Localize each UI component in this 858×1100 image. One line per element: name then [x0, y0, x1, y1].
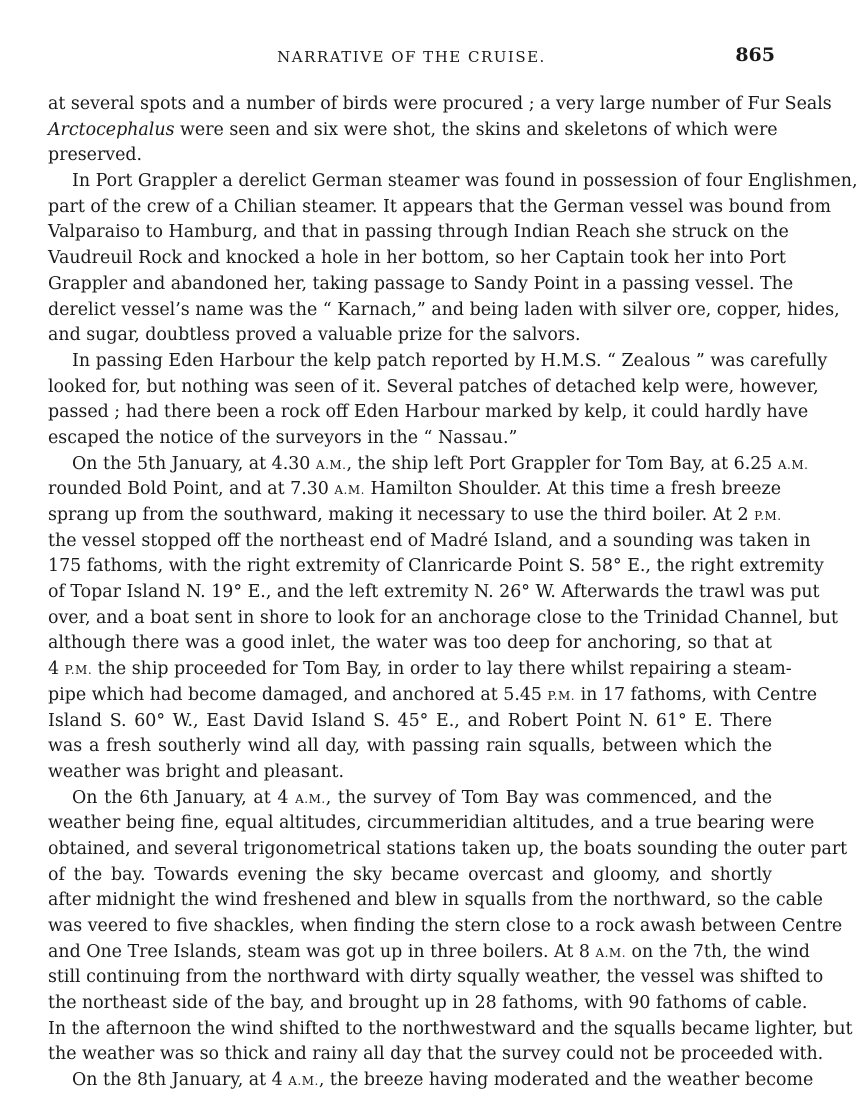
text-line: at several spots and a number of birds were procured ; a very large number of Fur Seals	[48, 94, 832, 114]
text-line: In Port Grappler a derelict German steamer was found in possession of four Englishmen,	[72, 171, 858, 192]
text-line: weather was bright and pleasant.	[48, 761, 345, 782]
text-line: pipe which had become damaged, and anchored at 5.45 P.M. in 17 fathoms, with Centre	[48, 684, 818, 705]
text-line: In passing Eden Harbour the kelp patch reported by H.M.S. “ Zealous ” was carefully	[72, 350, 828, 371]
text-line: preserved.	[48, 145, 143, 166]
text-line: Valparaiso to Hamburg, and that in passing through Indian Reach she struck on the	[48, 222, 789, 243]
body-text	[48, 92, 858, 1094]
text-line: passed ; had there been a rock off Eden Harbour marked by kelp, it could hardly have	[48, 402, 809, 423]
text-line: sprang up from the southward, making it necessary to use the third boiler. At 2 P.M.	[48, 505, 782, 525]
text-line: obtained, and several trigonometrical stations taken up, the boats sounding the outer part	[48, 838, 848, 859]
text-line: after midnight the wind freshened and blew in squalls from the northward, so the cable	[48, 890, 823, 911]
text-line: In the afternoon the wind shifted to the northwestward and the squalls became lighter, but	[48, 1018, 853, 1039]
text-line: On the 6th January, at 4 A.M., the survey of Tom Bay was commenced, and the	[72, 787, 772, 808]
text-line: of Topar Island N. 19° E., and the left extremity N. 26° W. Afterwards the trawl was put	[48, 582, 820, 603]
text-line: rounded Bold Point, and at 7.30 A.M. Hamilton Shoulder. At this time a fresh breeze	[48, 479, 781, 500]
text-line: Arctocephalus were seen and six were shot, the skins and skeletons of which were	[48, 119, 778, 140]
text-line: although there was a good inlet, the water was too deep for anchoring, so that at	[48, 633, 772, 654]
text-line: 175 fathoms, with the right extremity of Clanricarde Point S. 58° E., the right extremity	[48, 556, 824, 577]
text-line: escaped the notice of the surveyors in the “ Nassau.”	[48, 427, 518, 448]
text-line: was a fresh southerly wind all day, with passing rain squalls, between which the	[48, 736, 772, 757]
page-number: 865	[735, 44, 775, 66]
text-line: looked for, but nothing was seen of it. Several patches of detached kelp were, however,	[48, 376, 819, 397]
text-line: Grappler and abandoned her, taking passage to Sandy Point in a passing vessel. The	[48, 273, 794, 294]
text-line: was veered to five shackles, when finding the stern close to a rock awash between Centre	[48, 916, 843, 936]
running-title: NARRATIVE OF THE CRUISE.	[277, 48, 546, 66]
text-line: Vaudreuil Rock and knocked a hole in her bottom, so her Captain took her into Port	[48, 248, 786, 269]
text-line: over, and a boat sent in shore to look for an anchorage close to the Trinidad Channel, but	[48, 607, 839, 628]
text-line: On the 5th January, at 4.30 A.M., the ship left Port Grappler for Tom Bay, at 6.25 A.M.	[72, 453, 809, 474]
text-line: 4 P.M. the ship proceeded for Tom Bay, in order to lay there whilst repairing a steam-	[48, 659, 792, 680]
text-line: and sugar, doubtless proved a valuable prize for the salvors.	[48, 325, 581, 346]
text-line: On the 8th January, at 4 A.M., the breeze having moderated and the weather become	[72, 1070, 814, 1091]
text-line: the northeast side of the bay, and brought up in 28 fathoms, with 90 fathoms of cable.	[48, 993, 808, 1014]
text-line: of the bay. Towards evening the sky became overcast and gloomy, and shortly	[48, 864, 772, 885]
text-line: derelict vessel’s name was the “ Karnach,” and being laden with silver ore, copper, hides,	[48, 299, 840, 320]
text-line: the vessel stopped off the northeast end of Madré Island, and a sounding was taken in	[48, 530, 811, 551]
text-line: part of the crew of a Chilian steamer. It appears that the German vessel was bound from	[48, 196, 832, 217]
page-header	[48, 44, 775, 74]
text-line: Island S. 60° W., East David Island S. 45° E., and Robert Point N. 61° E. There	[48, 710, 772, 731]
text-line: the weather was so thick and rainy all day that the survey could not be proceeded with.	[48, 1044, 824, 1065]
text-line: still continuing from the northward with dirty squally weather, the vessel was shifted to	[48, 967, 824, 988]
text-line: weather being fine, equal altitudes, circummeridian altitudes, and a true bearing were	[48, 813, 815, 834]
text-line: and One Tree Islands, steam was got up in three boilers. At 8 A.M. on the 7th, the wind	[48, 941, 810, 962]
